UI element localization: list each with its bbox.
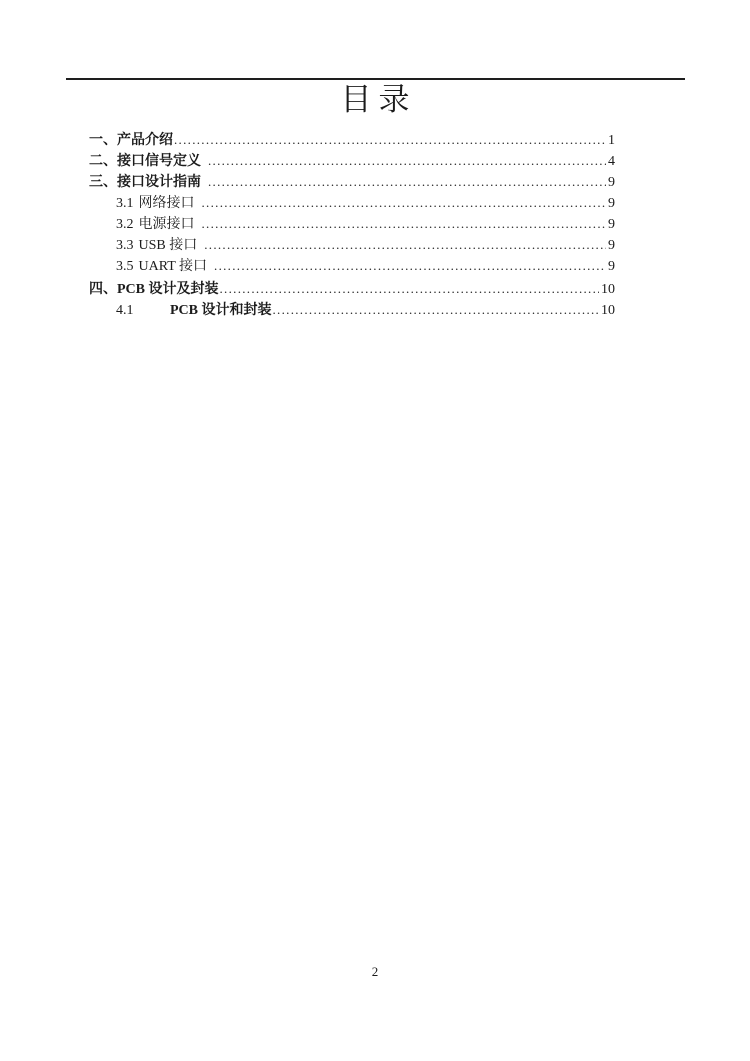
- toc-entry[interactable]: [66, 192, 615, 213]
- toc-entry[interactable]: [66, 278, 615, 299]
- toc-entry[interactable]: [66, 255, 615, 276]
- dot-leader: [202, 192, 607, 214]
- dot-leader: [208, 150, 606, 172]
- toc-entry-prefix: 4.1: [116, 303, 134, 318]
- page-title: 目录: [340, 82, 417, 117]
- toc-entry-label: PCB 设计及封装: [117, 282, 219, 297]
- toc-entry-prefix: 3.2: [116, 217, 134, 232]
- toc-entry-page: 9: [608, 175, 615, 190]
- toc-entry-label: 产品介绍: [117, 133, 173, 148]
- dot-leader: [208, 171, 606, 193]
- toc-entry[interactable]: [66, 234, 615, 255]
- footer-page-number: 2: [371, 964, 379, 979]
- toc-entry-page: 10: [601, 303, 615, 318]
- toc-entry-label: 接口设计指南: [117, 175, 201, 190]
- table-of-contents: [66, 129, 615, 320]
- toc-entry[interactable]: [66, 150, 615, 171]
- dot-leader: [202, 213, 607, 235]
- toc-entry-label: USB 接口: [138, 238, 198, 253]
- toc-entry-prefix: 三、: [89, 175, 117, 190]
- dot-leader: [273, 299, 600, 321]
- dot-leader: [220, 278, 600, 300]
- toc-entry-label: 电源接口: [138, 217, 195, 232]
- toc-entry-label: 网络接口: [138, 196, 195, 211]
- dot-leader: [214, 255, 606, 277]
- header-divider: [66, 78, 685, 80]
- toc-entry-prefix: 二、: [89, 154, 117, 169]
- toc-entry[interactable]: [66, 171, 615, 192]
- toc-entry-prefix: 一、: [89, 133, 117, 148]
- toc-entry-page: 4: [608, 154, 615, 169]
- toc-entry-page: 9: [608, 217, 615, 232]
- toc-entry[interactable]: [66, 213, 615, 234]
- toc-entry-page: 9: [608, 259, 615, 274]
- toc-entry-prefix: 3.1: [116, 196, 134, 211]
- toc-entry-page: 9: [608, 238, 615, 253]
- dot-leader: [174, 129, 606, 151]
- toc-entry-label: PCB 设计和封装: [170, 303, 272, 318]
- toc-entry-label: UART 接口: [138, 259, 208, 274]
- toc-entry-page: 1: [608, 133, 615, 148]
- toc-entry[interactable]: [66, 129, 615, 150]
- toc-entry-prefix: 3.5: [116, 259, 134, 274]
- toc-entry-prefix: 四、: [89, 282, 117, 297]
- toc-entry-prefix: 3.3: [116, 238, 134, 253]
- dot-leader: [204, 234, 606, 256]
- toc-entry-label: 接口信号定义: [117, 154, 201, 169]
- toc-entry-page: 9: [608, 196, 615, 211]
- toc-entry-page: 10: [601, 282, 615, 297]
- toc-entry[interactable]: [66, 299, 615, 320]
